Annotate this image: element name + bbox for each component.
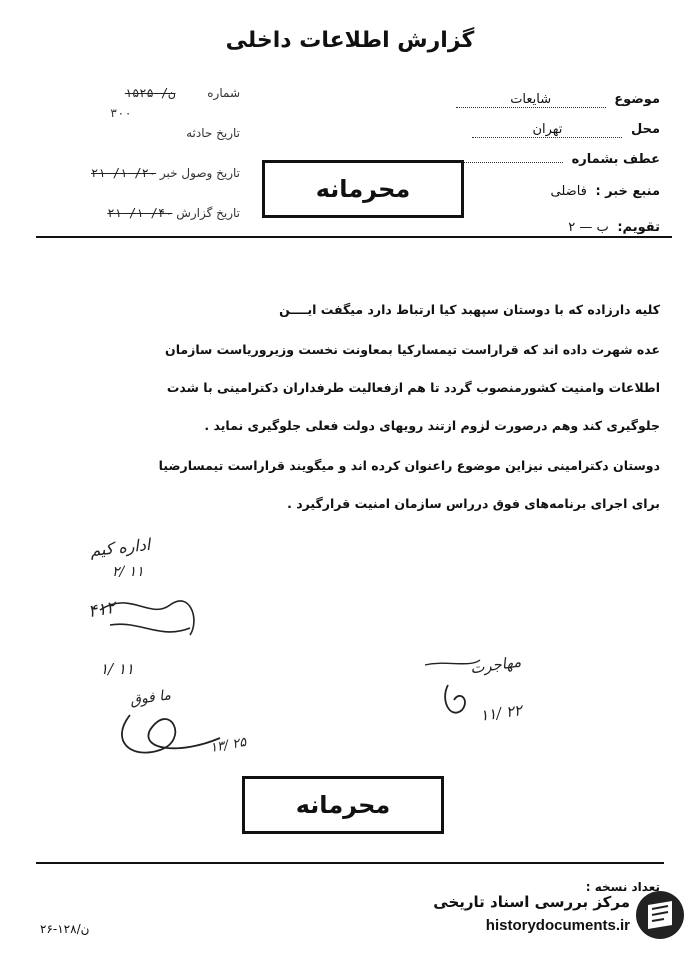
body-line-5: دوستان دکترامینی نیزاین موضوع راعنوان کرده اند و میگویند قراراست تیمسارضیا [158, 458, 660, 473]
signature-scribbles [70, 580, 490, 770]
field-calendar-label: تقویم: [617, 220, 660, 235]
signature-right-underline [425, 660, 480, 665]
field-location-label: محل [630, 122, 660, 137]
signature-left-top [100, 601, 194, 635]
handwritten-sign-right-date: ۱۱/ ۲۲ [478, 701, 524, 725]
field-event-date-label: تاریخ حادثه [186, 126, 240, 140]
field-subject-value: شایعات [456, 92, 606, 108]
signature-left-loop [122, 715, 220, 753]
handwritten-note-top: اداره کیم [89, 534, 152, 561]
field-source [551, 184, 660, 199]
field-received-date [20, 166, 240, 180]
body-line-3: اطلاعات وامنیت کشورمنصوب گردد تا هم ازفعالیت طرفداران دکترامینی با شدت [166, 380, 660, 395]
handwritten-sign-left-bottom-date: ۱۳/ ۲۵ [208, 734, 248, 757]
field-number-label: شماره [207, 86, 240, 100]
watermark-name: مرکز بررسی اسناد تاریخی [433, 893, 630, 911]
field-location-value: تهران [472, 122, 622, 138]
field-number-value: ن/ ۱۵۲۵ [124, 86, 176, 100]
document-title: گزارش اطلاعات داخلی [225, 28, 475, 53]
body-line-2: عده شهرت داده اند که قراراست تیمسارکیا بمعاونت نخست وزیروریاست سازمان [165, 342, 660, 357]
document-code: ن/۱۲۸-۲۶ [40, 922, 90, 936]
field-report-date-value: ۴۰/ ۱/ ۲۱ [107, 206, 173, 220]
field-event-date [40, 126, 240, 140]
field-received-date-label: تاریخ وصول خبر [159, 166, 240, 180]
field-location [472, 122, 660, 138]
handwritten-note-top-date: ۲/ ۱۱ [112, 564, 144, 580]
field-subject-label: موضوع [614, 92, 660, 107]
field-report-date-label: تاریخ گزارش [176, 206, 240, 220]
watermark-logo-icon [634, 889, 686, 941]
field-report-date [20, 206, 240, 220]
field-source-value: فاضلی [550, 184, 587, 199]
body-line-4: جلوگیری کند وهم درصورت لزوم ازتند رویهای دولت فعلی جلوگیری نماید . [204, 418, 660, 433]
handwritten-sign-left-name: ما فوق [129, 687, 172, 709]
watermark [428, 885, 688, 947]
field-reference-label: عطف بشماره [571, 152, 660, 167]
watermark-url: historydocuments.ir [485, 917, 630, 934]
body-line-1: کلیه دارزاده که با دوستان سپهبد کیا ارتباط دارد میگفت ایــــن [279, 302, 660, 317]
field-calendar-value: ب — ۲ [568, 220, 609, 235]
handwritten-sign-right-name: مهاجرت [468, 652, 523, 678]
field-number-sub: ۳۰۰ [110, 106, 132, 120]
field-received-date-value: ۲۰/ ۱/ ۲۱ [91, 166, 157, 180]
field-source-label: منبع خبر : [595, 184, 660, 199]
confidential-stamp-top: محرمانه [262, 160, 464, 218]
body-line-6: برای اجرای برنامه‌های فوق درراس سازمان امنیت قرارگیرد . [287, 496, 660, 511]
field-subject [456, 92, 660, 108]
field-reference [443, 152, 660, 167]
signature-right [445, 685, 465, 713]
confidential-stamp-bottom: محرمانه [242, 776, 444, 834]
header-divider [36, 236, 672, 238]
handwritten-sign-left: ۴۱۲ [86, 597, 117, 623]
field-number [40, 86, 240, 100]
field-calendar [568, 220, 660, 235]
copies-count-label: تعداد نسخه : [585, 880, 660, 894]
footer-divider [36, 862, 664, 864]
handwritten-sign-left-date: ۱/ ۱۱ [100, 660, 134, 678]
